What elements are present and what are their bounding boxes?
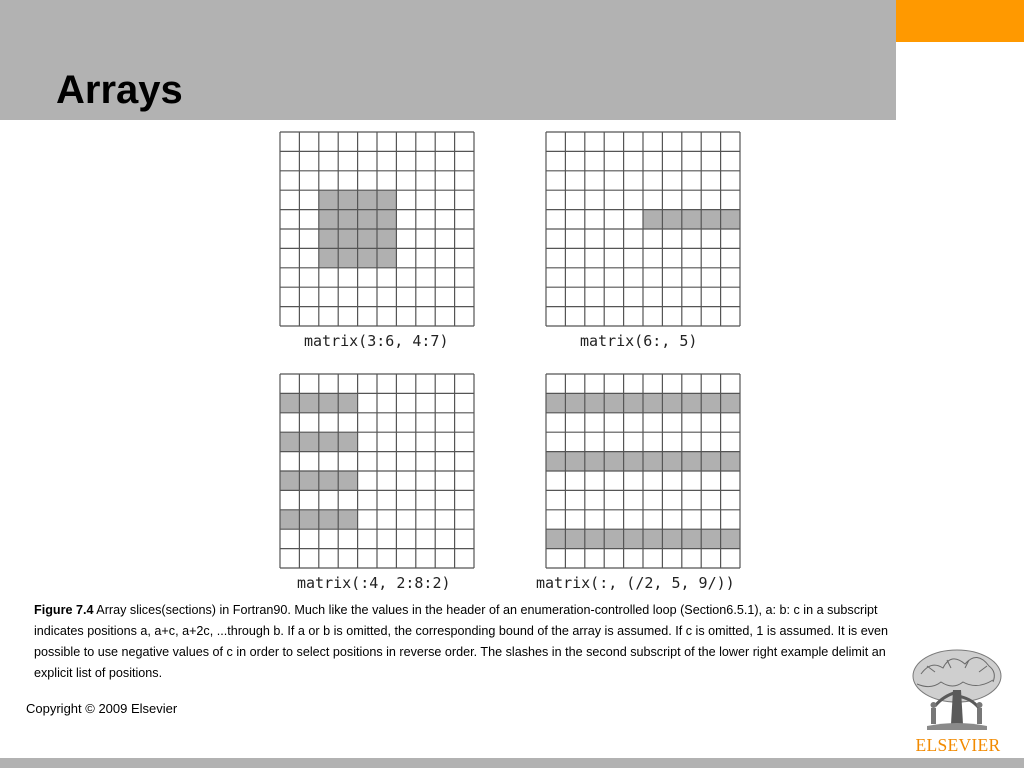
highlighted-cell (338, 471, 357, 490)
highlighted-cell (319, 510, 338, 529)
elsevier-tree-logo-icon (907, 646, 1007, 734)
highlighted-cell (585, 452, 604, 471)
highlighted-cell (624, 452, 643, 471)
highlighted-cell (338, 510, 357, 529)
highlighted-cell (319, 190, 338, 209)
highlighted-cell (585, 529, 604, 548)
highlighted-cell (358, 190, 377, 209)
highlighted-cell (682, 529, 701, 548)
highlighted-cell (377, 190, 396, 209)
grid-matrix-list-2-5-9 (545, 373, 741, 569)
highlighted-cell (319, 210, 338, 229)
accent-block (896, 0, 1024, 42)
highlighted-cell (682, 452, 701, 471)
highlighted-cell (338, 210, 357, 229)
highlighted-cell (604, 452, 623, 471)
highlighted-cell (565, 393, 584, 412)
highlighted-cell (682, 393, 701, 412)
highlighted-cell (338, 393, 357, 412)
highlighted-cell (662, 393, 681, 412)
highlighted-cell (721, 393, 740, 412)
highlighted-cell (280, 432, 299, 451)
grid-caption-2: matrix(6:, 5) (580, 332, 698, 350)
highlighted-cell (662, 529, 681, 548)
highlighted-cell (701, 529, 720, 548)
highlighted-cell (721, 210, 740, 229)
grid-matrix-6-5 (545, 131, 741, 327)
highlighted-cell (338, 229, 357, 248)
highlighted-cell (585, 393, 604, 412)
highlighted-cell (546, 452, 565, 471)
highlighted-cell (299, 471, 318, 490)
highlighted-cell (721, 452, 740, 471)
highlighted-cell (319, 393, 338, 412)
grid-caption-1: matrix(3:6, 4:7) (304, 332, 449, 350)
figure-caption (34, 600, 904, 684)
highlighted-cell (565, 452, 584, 471)
highlighted-cell (319, 229, 338, 248)
highlighted-cell (377, 229, 396, 248)
highlighted-cell (721, 529, 740, 548)
highlighted-cell (299, 393, 318, 412)
highlighted-cell (319, 471, 338, 490)
highlighted-cell (358, 248, 377, 267)
highlighted-cell (319, 432, 338, 451)
highlighted-cell (338, 190, 357, 209)
highlighted-cell (319, 248, 338, 267)
highlighted-cell (701, 393, 720, 412)
grid-matrix-4-2-8-2 (279, 373, 475, 569)
highlighted-cell (299, 510, 318, 529)
grid-caption-3: matrix(:4, 2:8:2) (297, 574, 451, 592)
grid-matrix-3-6-4-7 (279, 131, 475, 327)
highlighted-cell (604, 393, 623, 412)
highlighted-cell (643, 452, 662, 471)
highlighted-cell (338, 248, 357, 267)
highlighted-cell (377, 248, 396, 267)
highlighted-cell (377, 210, 396, 229)
highlighted-cell (358, 210, 377, 229)
highlighted-cell (280, 393, 299, 412)
slide-title: Arrays (56, 68, 183, 112)
figure-label: Figure 7.4 (34, 603, 94, 617)
copyright-notice: Copyright © 2009 Elsevier (26, 701, 178, 716)
highlighted-cell (280, 510, 299, 529)
highlighted-cell (701, 452, 720, 471)
highlighted-cell (682, 210, 701, 229)
bottom-bar (0, 758, 1024, 768)
highlighted-cell (662, 452, 681, 471)
figure-caption-text: Array slices(sections) in Fortran90. Much like the values in the header of an enumeration-controlled loop (Section6.5.1), a: b: c in a subscript indicates positions a, a+c, a+2c, ...through b. If a or b is omitted, the corresponding bound of the array is assumed. If c is omitted, 1 is assumed. It is even possible to use negative values of c in order to select positions in reverse order. The slashes in the second subscript of the lower right example delimit an explicit list of positions. (34, 603, 889, 680)
highlighted-cell (662, 210, 681, 229)
highlighted-cell (299, 432, 318, 451)
grid-caption-4: matrix(:, (/2, 5, 9/)) (536, 574, 735, 592)
highlighted-cell (338, 432, 357, 451)
highlighted-cell (546, 529, 565, 548)
highlighted-cell (280, 471, 299, 490)
highlighted-cell (624, 393, 643, 412)
highlighted-cell (624, 529, 643, 548)
highlighted-cell (643, 210, 662, 229)
elsevier-wordmark: ELSEVIER (915, 735, 1001, 755)
highlighted-cell (643, 529, 662, 548)
highlighted-cell (643, 393, 662, 412)
highlighted-cell (546, 393, 565, 412)
highlighted-cell (701, 210, 720, 229)
highlighted-cell (565, 529, 584, 548)
highlighted-cell (604, 529, 623, 548)
highlighted-cell (358, 229, 377, 248)
